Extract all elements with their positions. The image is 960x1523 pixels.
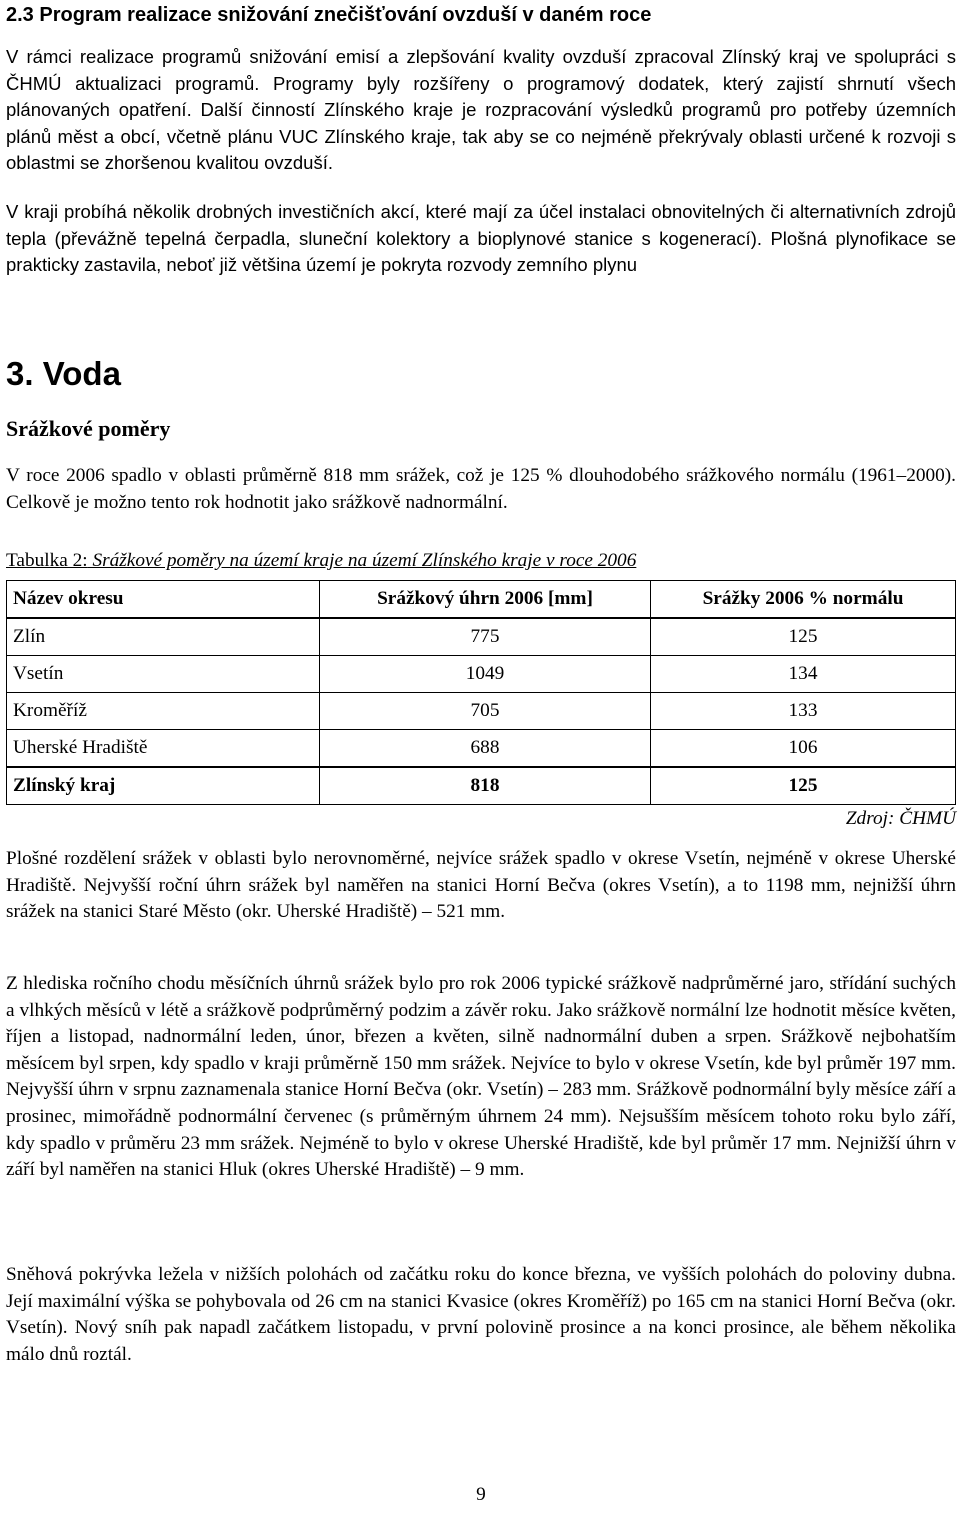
cell-percent-normal: 134	[651, 656, 956, 693]
page-number: 9	[476, 1484, 486, 1505]
table-row	[7, 730, 956, 768]
header-total-mm: Srážkový úhrn 2006 [mm]	[320, 581, 651, 619]
cell-district: Vsetín	[7, 656, 320, 693]
cell-total-mm: 688	[320, 730, 651, 768]
section-paragraph-1: V rámci realizace programů snižování emisí a zlepšování kvality ovzduší zpracoval Zlínský kraj ve spolupráci s ČHMÚ aktualizaci programů. Programy byly rozšířeny o programový dodatek, který zajistí shrnutí všech plánovaných opatření. Další činností Zlínského kraje je rozpracování výsledků programů pro potřeby územních plánů měst a obcí, včetně plánu VUC Zlínského kraje, tak aby se co nejméně překrývaly oblasti určené k rozvoji s oblastmi se zhoršenou kvalitou ovzduší.	[6, 46, 956, 174]
table-source: Zdroj: ČHMÚ	[845, 808, 956, 829]
table-caption-label: Tabulka 2:	[6, 550, 88, 571]
table-row	[7, 656, 956, 693]
subsection-heading: Srážkové poměry	[6, 416, 171, 441]
chapter-heading: 3. Voda	[6, 355, 121, 392]
table-caption-text: Srážkové poměry na území kraje na území Zlínského kraje v roce 2006	[87, 550, 637, 571]
cell-percent-normal: 125	[651, 618, 956, 656]
table-row	[7, 618, 956, 656]
cell-percent-normal: 133	[651, 693, 956, 730]
total-mm: 818	[320, 767, 651, 805]
body-paragraph-3: Sněhová pokrývka ležela v nižších polohách od začátku roku do konce března, ve vyšších polohách do poloviny dubna. Její maximální výška se pohybovala od 26 cm na stanici Kvasice (okres Kroměříž) po 165 cm na stanici Horní Bečva (okr. Vsetín). Nový sníh pak napadl začátkem listopadu, v první polovině prosince a na konci prosince, ale během několika málo dnů roztál.	[6, 1264, 956, 1365]
section-heading: 2.3 Program realizace snižování znečišťování ovzduší v daném roce	[6, 4, 652, 26]
table-caption	[6, 550, 636, 572]
cell-percent-normal: 106	[651, 730, 956, 768]
intro-paragraph: V roce 2006 spadlo v oblasti průměrně 818 mm srážek, což je 125 % dlouhodobého srážkového normálu (1961–2000). Celkově je možno tento rok hodnotit jako srážkově nadnormální.	[6, 465, 956, 513]
cell-district: Uherské Hradiště	[7, 730, 320, 768]
header-percent-normal: Srážky 2006 % normálu	[651, 581, 956, 619]
header-district: Název okresu	[7, 581, 320, 619]
total-percent-normal: 125	[651, 767, 956, 805]
cell-total-mm: 775	[320, 618, 651, 656]
table-row	[7, 693, 956, 730]
body-paragraph-2: Z hlediska ročního chodu měsíčních úhrnů srážek bylo pro rok 2006 typické srážkově nadprůměrné jaro, střídání suchých a vlhkých měsíců v létě a srážkově podprůměrný podzim a závěr roku. Jako srážkově normální lze hodnotit měsíce květen, říjen a listopad, nadnormální leden, únor, březen a květen, silně nadnormální duben a srpen. Srážkově nejbohatším měsícem byl srpen, kdy spadlo v kraji průměrně 150 mm srážek. Nejvíce to bylo v okrese Vsetín, kde byl průměr 197 mm. Nejvyšší úhrn v srpnu zaznamenala stanice Horní Bečva (okr. Vsetín) – 283 mm. Srážkově podnormální byly měsíce září a prosinec, mimořádně podnormální červenec (s průměrným úhrnem 24 mm). Nejsušším měsícem tohoto roku bylo září, kdy spadlo v průměru 23 mm srážek. Nejméně to bylo v okrese Uherské Hradiště, kde byl průměr 17 mm. Nejnižší úhrn v září byl naměřen na stanici Hluk (okres Uherské Hradiště) – 9 mm.	[6, 973, 956, 1181]
cell-district: Kroměříž	[7, 693, 320, 730]
total-district: Zlínský kraj	[7, 767, 320, 805]
precipitation-table	[6, 580, 956, 805]
table-header-row	[7, 581, 956, 619]
table-total-row	[7, 767, 956, 805]
section-paragraph-2: V kraji probíhá několik drobných investičních akcí, které mají za účel instalaci obnovitelných či alternativních zdrojů tepla (převážně tepelná čerpadla, sluneční kolektory a bioplynové stanice s kogenerací). Plošná plynofikace se prakticky zastavila, neboť již většina území je pokryta rozvody zemního plynu	[6, 201, 956, 276]
body-paragraph-1: Plošné rozdělení srážek v oblasti bylo nerovnoměrné, nejvíce srážek spadlo v okrese Vsetín, nejméně v okrese Uherské Hradiště. Nejvyšší roční úhrn srážek byl naměřen na stanici Horní Bečva (okres Vsetín), a to 1198 mm, nejnižší úhrn srážek na stanici Staré Město (okr. Uherské Hradiště) – 521 mm.	[6, 848, 956, 923]
cell-district: Zlín	[7, 618, 320, 656]
cell-total-mm: 1049	[320, 656, 651, 693]
cell-total-mm: 705	[320, 693, 651, 730]
